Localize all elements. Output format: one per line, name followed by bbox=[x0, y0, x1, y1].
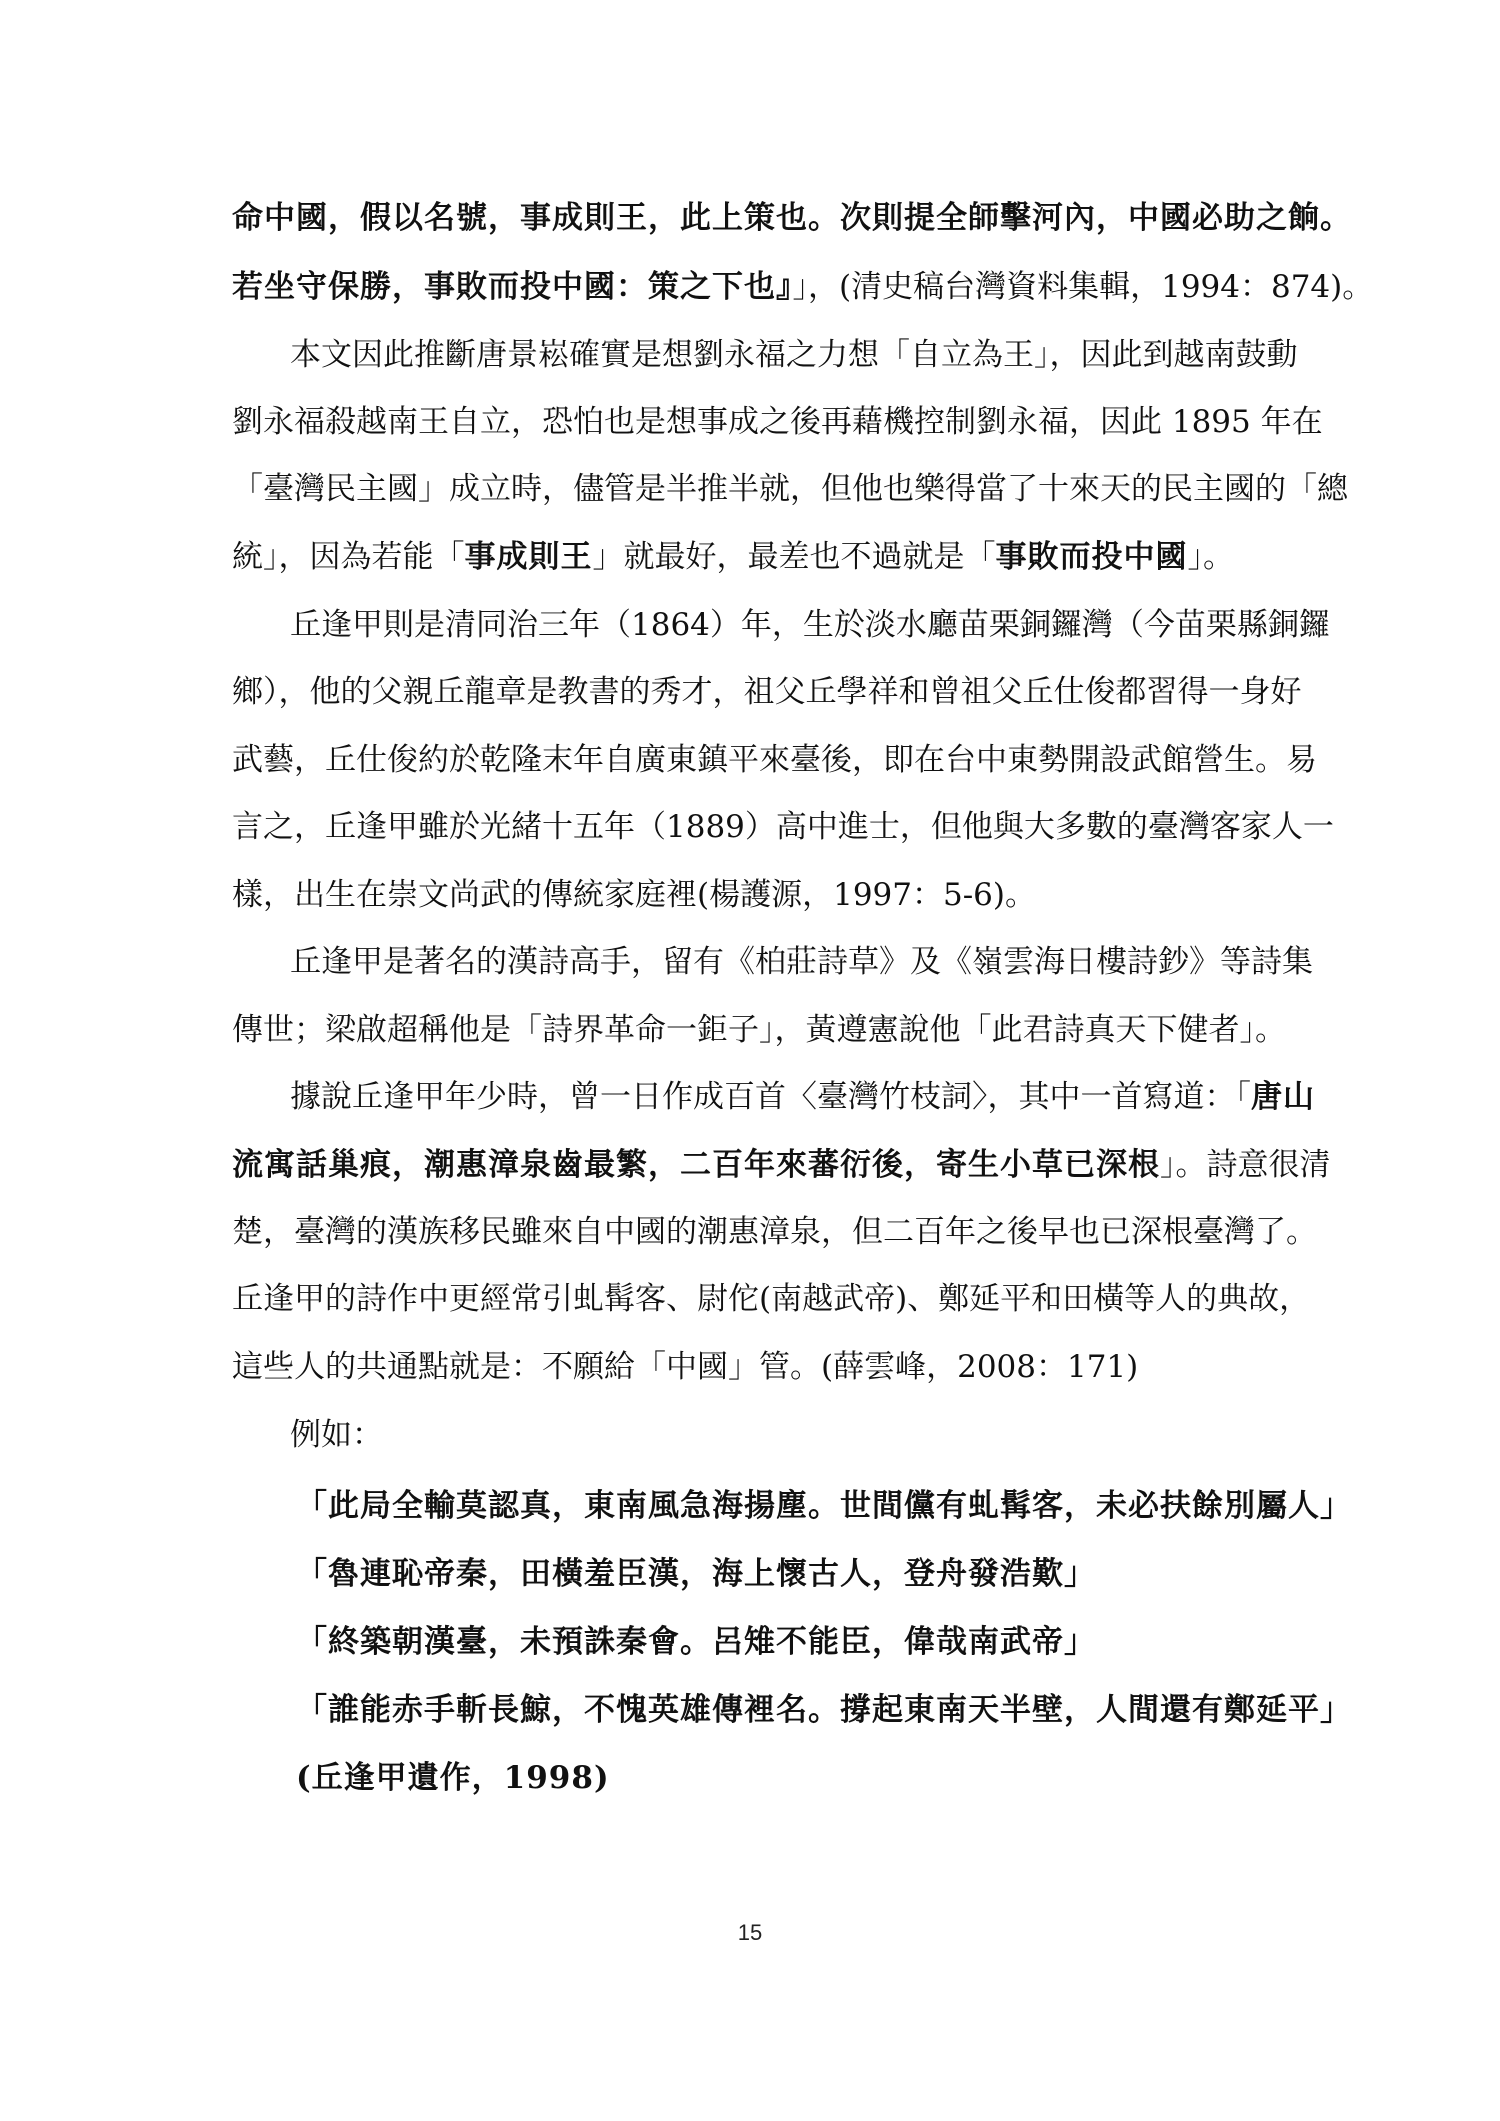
poem-line: 「誰能赤手斬長鯨，不愧英雄傳裡名。撐起東南天半壁，人間還有鄭延平」 bbox=[296, 1692, 1352, 1728]
page-number: 15 bbox=[737, 1920, 763, 1945]
text-line: 丘逢甲的詩作中更經常引虬髯客、尉佗(南越武帝)、鄭延平和田橫等人的典故， bbox=[232, 1281, 1311, 1317]
text-line: 言之，丘逢甲雖於光緒十五年（1889）高中進士，但他與大多數的臺灣客家人一 bbox=[232, 809, 1334, 845]
text-span: 據說丘逢甲年少時，曾一日作成百首〈臺灣竹枝詞〉，其中一首寫道：「 bbox=[290, 1079, 1251, 1115]
text-line bbox=[232, 265, 1374, 309]
text-line bbox=[232, 1143, 1331, 1187]
text-line: 楚，臺灣的漢族移民雖來自中國的潮惠漳泉，但二百年之後早也已深根臺灣了。 bbox=[232, 1214, 1317, 1250]
text-line: 丘逢甲是著名的漢詩高手，留有《柏莊詩草》及《嶺雲海日樓詩鈔》等詩集 bbox=[290, 944, 1313, 980]
poem-line: 「魯連恥帝秦，田橫羞臣漢，海上懷古人，登舟發浩歎」 bbox=[296, 1556, 1096, 1592]
quote-text: 唐山 bbox=[1251, 1079, 1315, 1115]
quote-text: 事敗而投中國 bbox=[995, 539, 1188, 575]
text-span: 」就最好，最差也不過就是「 bbox=[592, 539, 996, 575]
poem-citation: (丘逢甲遺作，1998) bbox=[296, 1760, 610, 1796]
quote-text: 流寓話巢痕，潮惠漳泉齒最繁，二百年來蕃衍後，寄生小草已深根 bbox=[232, 1147, 1160, 1183]
text-span: 」。詩意很清 bbox=[1160, 1147, 1331, 1183]
text-line: 丘逢甲則是清同治三年（1864）年，生於淡水廳苗栗銅鑼灣（今苗栗縣銅鑼 bbox=[290, 607, 1330, 643]
poem-line: 「此局全輸莫認真，東南風急海揚塵。世間儻有虬髯客，未必扶餘別屬人」 bbox=[296, 1488, 1352, 1524]
text-line: 傳世；梁啟超稱他是「詩界革命一鉅子」，黃遵憲說他「此君詩真天下健者」。 bbox=[232, 1012, 1286, 1048]
text-line: 命中國，假以名號，事成則王，此上策也。次則提全師擊河內，中國必助之餉。 bbox=[232, 200, 1352, 236]
text-line: 「臺灣民主國」成立時，儘管是半推半就，但他也樂得當了十來天的民主國的「總 bbox=[232, 471, 1348, 507]
citation: 」，(清史稿台灣資料集輯，1994：874)。 bbox=[792, 269, 1374, 305]
text-line: 本文因此推斷唐景崧確實是想劉永福之力想「自立為王」，因此到越南鼓動 bbox=[290, 337, 1298, 373]
text-line: 樣，出生在崇文尚武的傳統家庭裡(楊護源，1997：5-6)。 bbox=[232, 877, 1036, 913]
quote-text: 事成則王 bbox=[464, 539, 593, 575]
text-line bbox=[290, 1075, 1315, 1119]
text-line: 劉永福殺越南王自立，恐怕也是想事成之後再藉機控制劉永福，因此 1895 年在 bbox=[232, 404, 1323, 440]
text-span: 」。 bbox=[1187, 539, 1234, 575]
text-line: 這些人的共通點就是：不願給「中國」管。(薛雲峰，2008：171) bbox=[232, 1349, 1139, 1385]
text-line bbox=[232, 535, 1282, 579]
quote-text: 若坐守保勝，事敗而投中國：策之下也』 bbox=[232, 269, 793, 305]
poem-line: 「終築朝漢臺，未預誅秦會。呂雉不能臣，偉哉南武帝」 bbox=[296, 1624, 1096, 1660]
text-span: 統」，因為若能「 bbox=[232, 539, 465, 575]
text-line: 武藝，丘仕俊約於乾隆末年自廣東鎮平來臺後，即在台中東勢開設武館營生。易 bbox=[232, 742, 1317, 778]
text-line: 鄉），他的父親丘龍章是教書的秀才，祖父丘學祥和曾祖父丘仕俊都習得一身好 bbox=[232, 674, 1302, 710]
text-line: 例如： bbox=[290, 1417, 383, 1453]
